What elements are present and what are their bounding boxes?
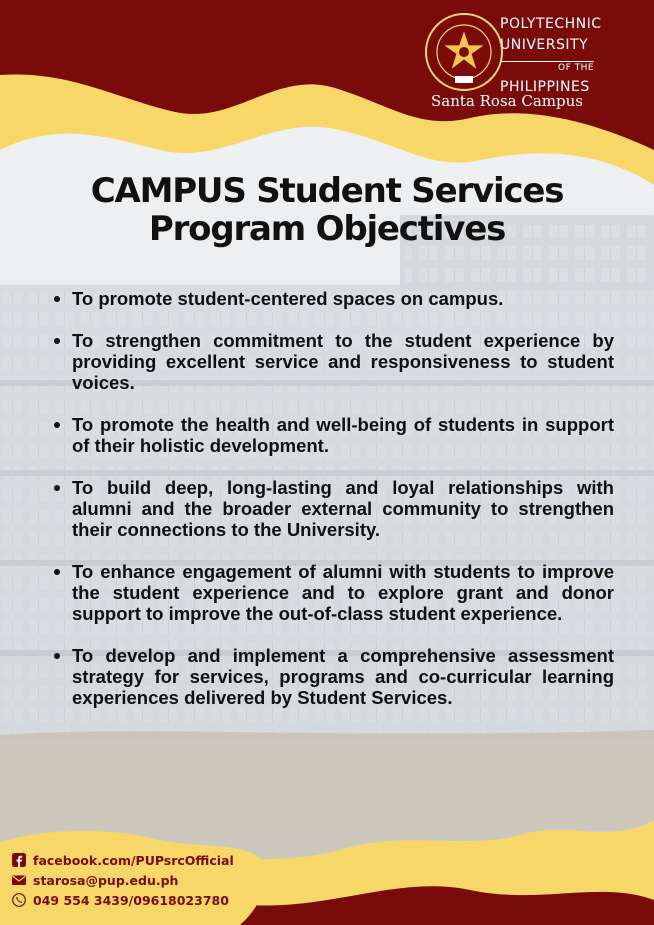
objective-item: To develop and implement a comprehensive assessment strategy for services, programs and co-curricular learning experiences delivered by Student Services. — [52, 645, 614, 708]
objective-item: To build deep, long-lasting and loyal relationships with alumni and the broader external community to strengthen their connections to the University. — [52, 477, 614, 540]
objective-item: To promote the health and well-being of students in support of their holistic development. — [52, 414, 614, 456]
university-name-line3: OF THE — [500, 61, 594, 74]
objective-item: To enhance engagement of alumni with students to improve the student experience and to explore grant and donor support to improve the out-of-class student experience. — [52, 561, 614, 624]
phone-contact[interactable] — [12, 890, 234, 910]
facebook-contact[interactable] — [12, 850, 234, 870]
objectives-list — [52, 288, 614, 729]
facebook-icon — [12, 853, 26, 867]
campus-name: Santa Rosa Campus — [431, 92, 583, 110]
title-line2: Program Objectives — [148, 209, 506, 249]
page-title — [0, 172, 654, 248]
university-name-line4: PHILIPPINES — [500, 79, 590, 95]
university-seal-logo — [424, 12, 504, 92]
objective-item: To strengthen commitment to the student experience by providing excellent service and responsiveness to student voices. — [52, 330, 614, 393]
phone-number: 049 554 3439/09618023780 — [33, 892, 229, 908]
title-line1: CAMPUS Student Services — [90, 171, 564, 211]
email-contact[interactable] — [12, 870, 234, 890]
facebook-link[interactable]: facebook.com/PUPsrcOfficial — [33, 852, 234, 868]
phone-icon — [12, 893, 26, 907]
university-name-line1: POLYTECHNIC — [500, 16, 602, 32]
envelope-icon — [12, 873, 26, 887]
university-header — [424, 0, 654, 120]
email-link[interactable]: starosa@pup.edu.ph — [33, 872, 179, 888]
university-name-line2: UNIVERSITY — [500, 37, 589, 53]
objective-item: To promote student-centered spaces on campus. — [52, 288, 614, 309]
contact-info — [12, 850, 234, 910]
